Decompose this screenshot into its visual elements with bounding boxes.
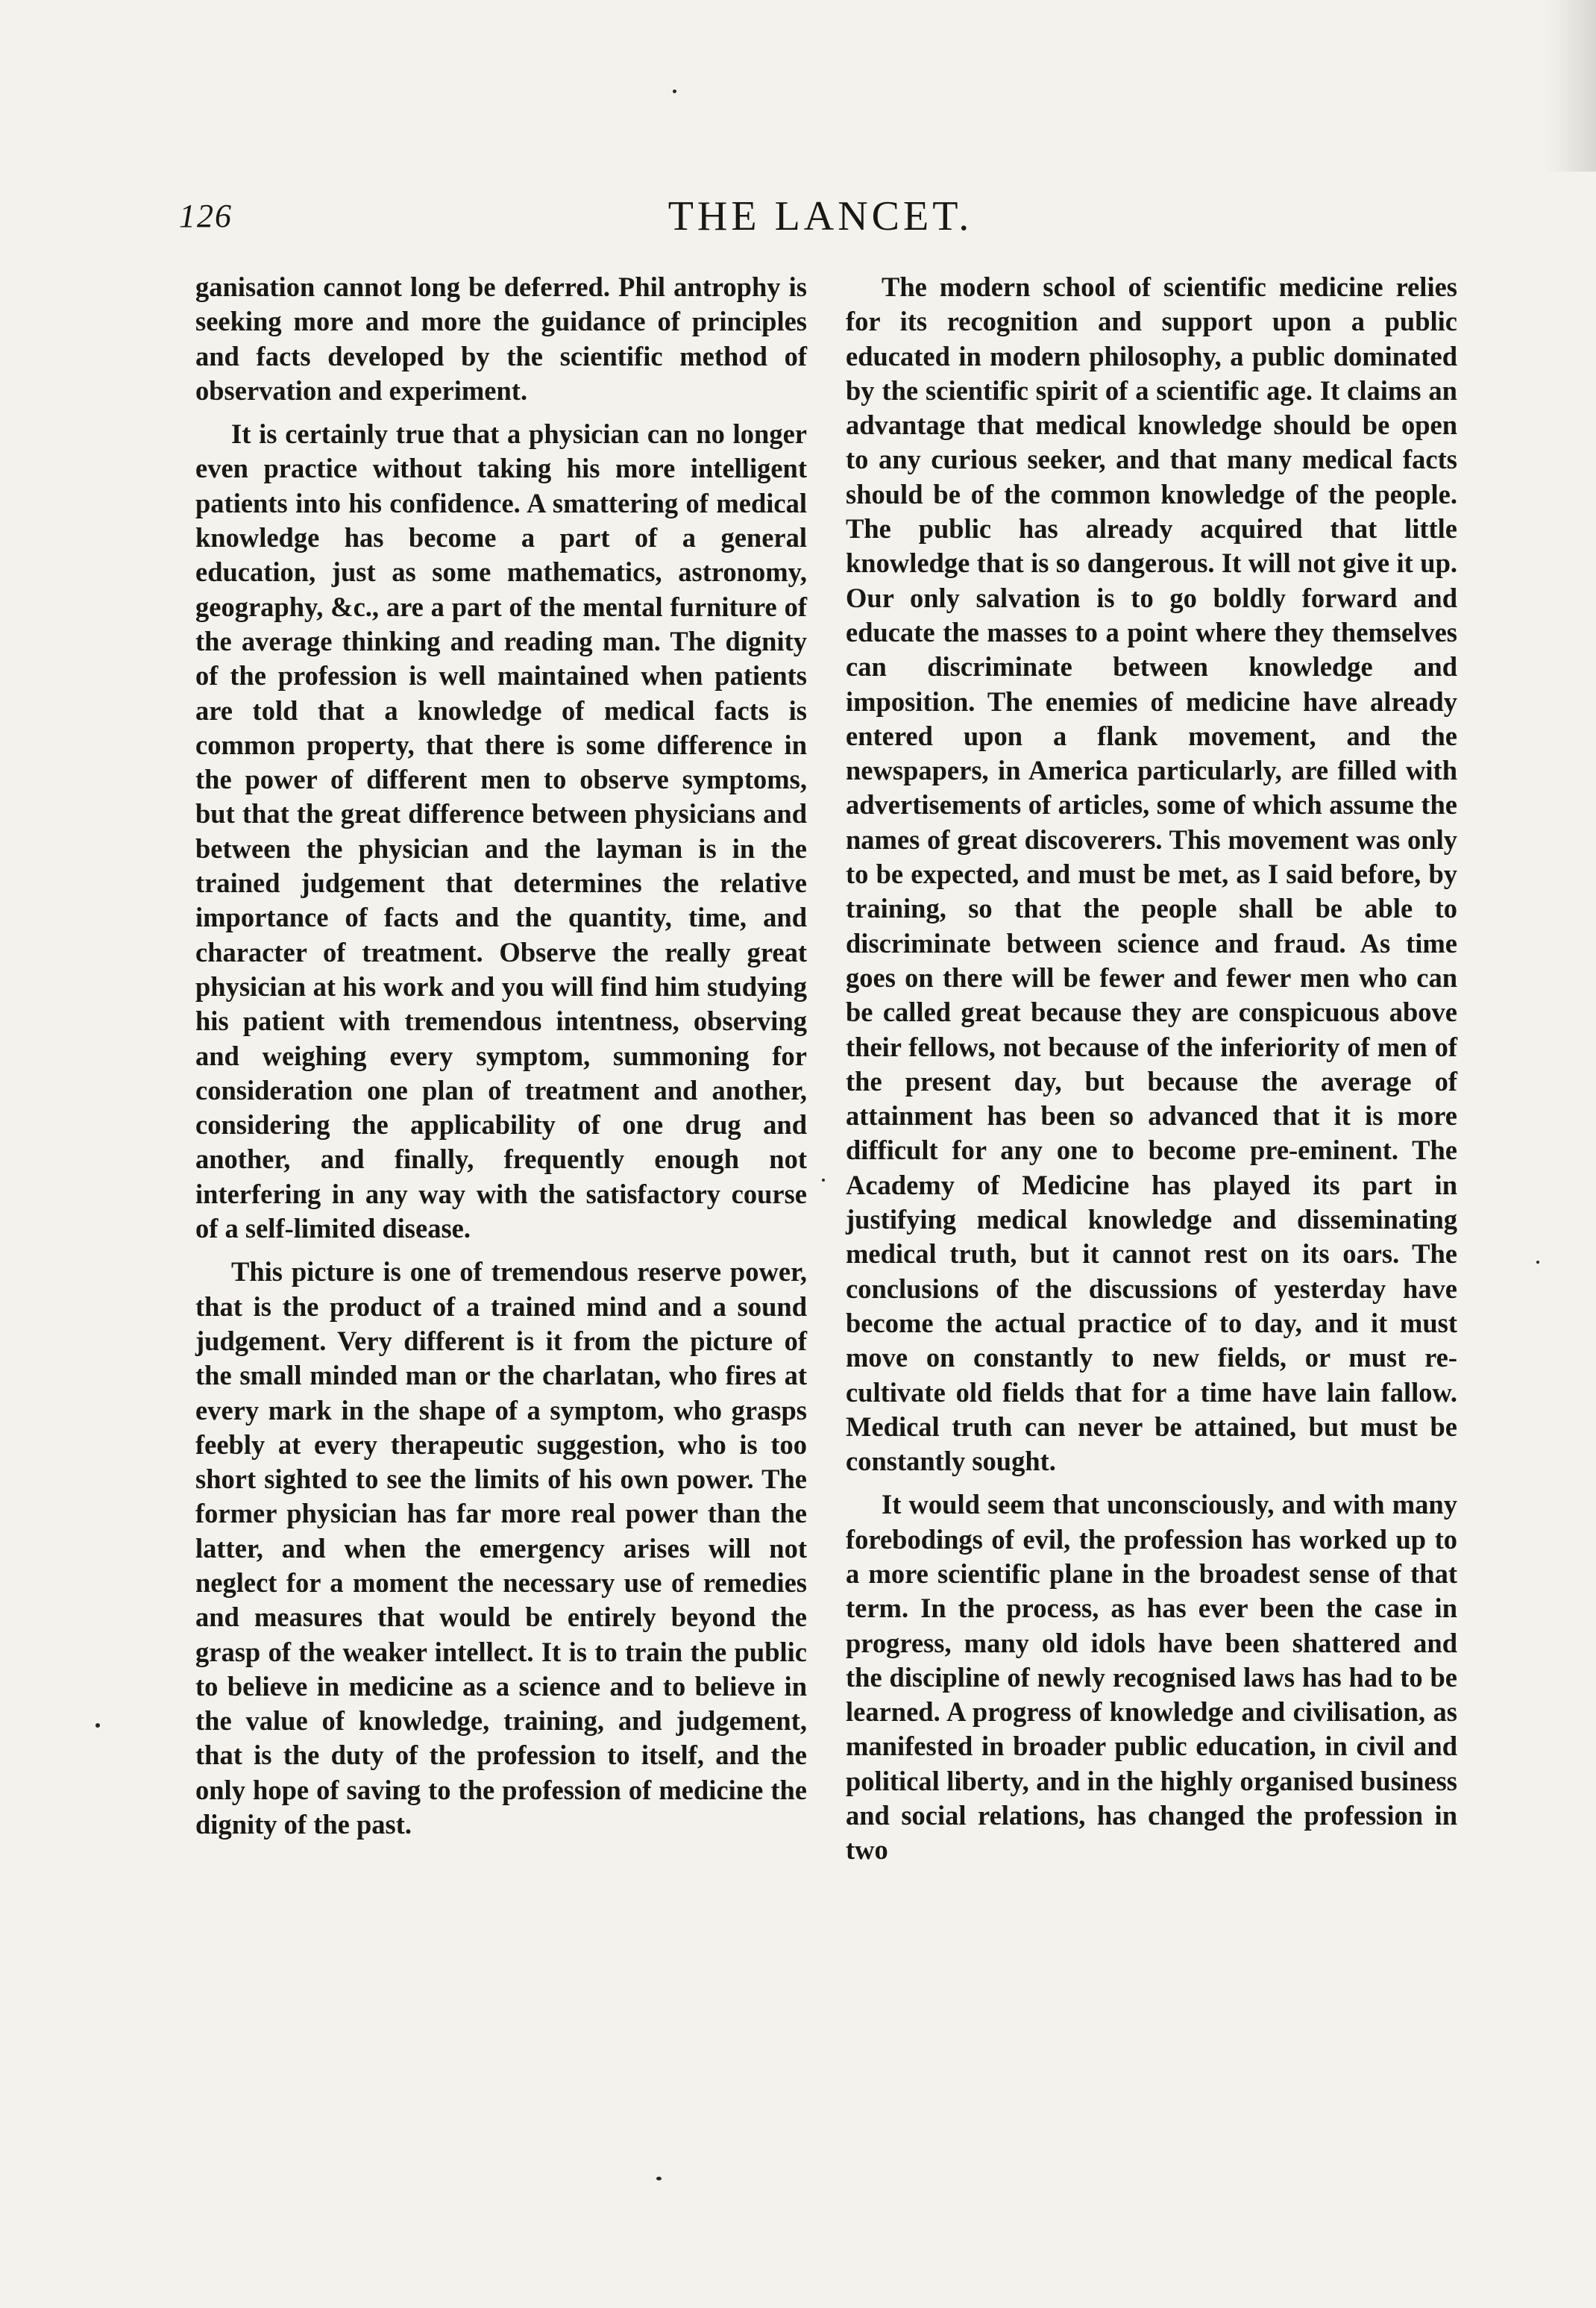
paragraph: It is certainly true that a physician can no longer even practice without taking his more intelligent patients into his confidence. A smattering of medical knowledge has become a part of a general education, just as some mathematics, astronomy, geography, &c., are a part of the mental furniture of the average thinking and reading man. The dignity of the profession is well maintained when patients are told that a knowledge of medical facts is common property, that there is some difference in the power of different men to observe symptoms, but that the great difference between physicians and between the physician and the layman is in the trained judgement that determines the relative importance of facts and the quantity, time, and character of treatment. Observe the really great physician at his work and you will find him studying his patient with tremendous intentness, observing and weighing every symptom, summoning for consideration one plan of treatment and another, considering the applicability of one drug and another, and finally, frequently enough not interfering in any way with the satisfactory course of a self-limited disease. xyxy=(195,418,807,1244)
paragraph: This picture is one of tremendous reserve power, that is the product of a trained mind and a sound judgement. Very different is it from the picture of the small minded man or the charlatan, who fires at every mark in the shape of a symptom, who grasps feebly at every therapeutic suggestion, who is too short sighted to see the limits of his own power. The former physician has far more real power than the latter, and when the emergency arises will not neglect for a moment the necessary use of remedies and measures that would be entirely beyond the grasp of the weaker intellect. It is to train the public to believe in medicine as a science and to believe in the value of knowledge, training, and judgement, that is the duty of the profession to itself, and the only hope of saving to the profession of medicine the dignity of the past. xyxy=(195,1256,807,1840)
paragraph: The modern school of scientific medicine relies for its recognition and support upon a public educated in modern philosophy, a public dominated by the scientific spirit of a scientific age. It claims an advantage that medical knowledge should be open to any curious seeker, and that many medical facts should be of the common knowledge of the people. The public has already acquired that little knowledge that is so dangerous. It will not give it up. Our only salvation is to go boldly forward and educate the masses to a point where they themselves can discriminate between knowledge and imposition. The enemies of medicine have already entered upon a flank movement, and the newspapers, in America particularly, are filled with advertisements of articles, some of which assume the names of great discoverers. This movement was only to be expected, and must be met, as I said before, by training, so that the people shall be able to discriminate between science and fraud. As time goes on there will be fewer and fewer men who can be called great because they are conspicuous above their fellows, not because of the inferiority of men of the present day, but because the average of attainment has been so advanced that it is more difficult for any one to become pre-eminent. The Academy of Medicine has played its part in justifying medical knowledge and disseminating medical truth, but it cannot rest on its oars. The conclusions of the discussions of yesterday have become the actual practice of to day, and it must move on constantly to new fields, or must re-cultivate old fields that for a time have lain fallow. Medical truth can never be attained, but must be constantly sought. xyxy=(846,272,1457,1477)
scan-speck xyxy=(1536,1261,1539,1264)
scan-speck xyxy=(656,2177,662,2180)
running-title: THE LANCET. xyxy=(667,193,973,239)
scan-speck xyxy=(673,90,676,93)
scan-speck xyxy=(95,1723,100,1728)
right-column xyxy=(846,270,1457,1868)
paragraph: ganisation cannot long be deferred. Phil antrophy is seeking more and more the guidance of principles and facts developed by the scientific method of observation and experiment. xyxy=(195,272,807,406)
paragraph: It would seem that unconsciously, and with many forebodings of evil, the profession has worked up to a more scientific plane in the broadest sense of that term. In the process, as has ever been the case in progress, many old idols have been shattered and the discipline of newly recognised laws has had to be learned. A progress of knowledge and civilisation, as manifested in broader public education, in civil and political liberty, and in the highly organised business and social relations, has changed the profession in two xyxy=(846,1489,1457,1866)
scan-edge-shadow xyxy=(1544,0,1596,172)
left-column xyxy=(195,270,807,1842)
scan-speck xyxy=(822,1179,825,1182)
page-number: 126 xyxy=(179,198,233,234)
page-header xyxy=(179,192,1462,252)
